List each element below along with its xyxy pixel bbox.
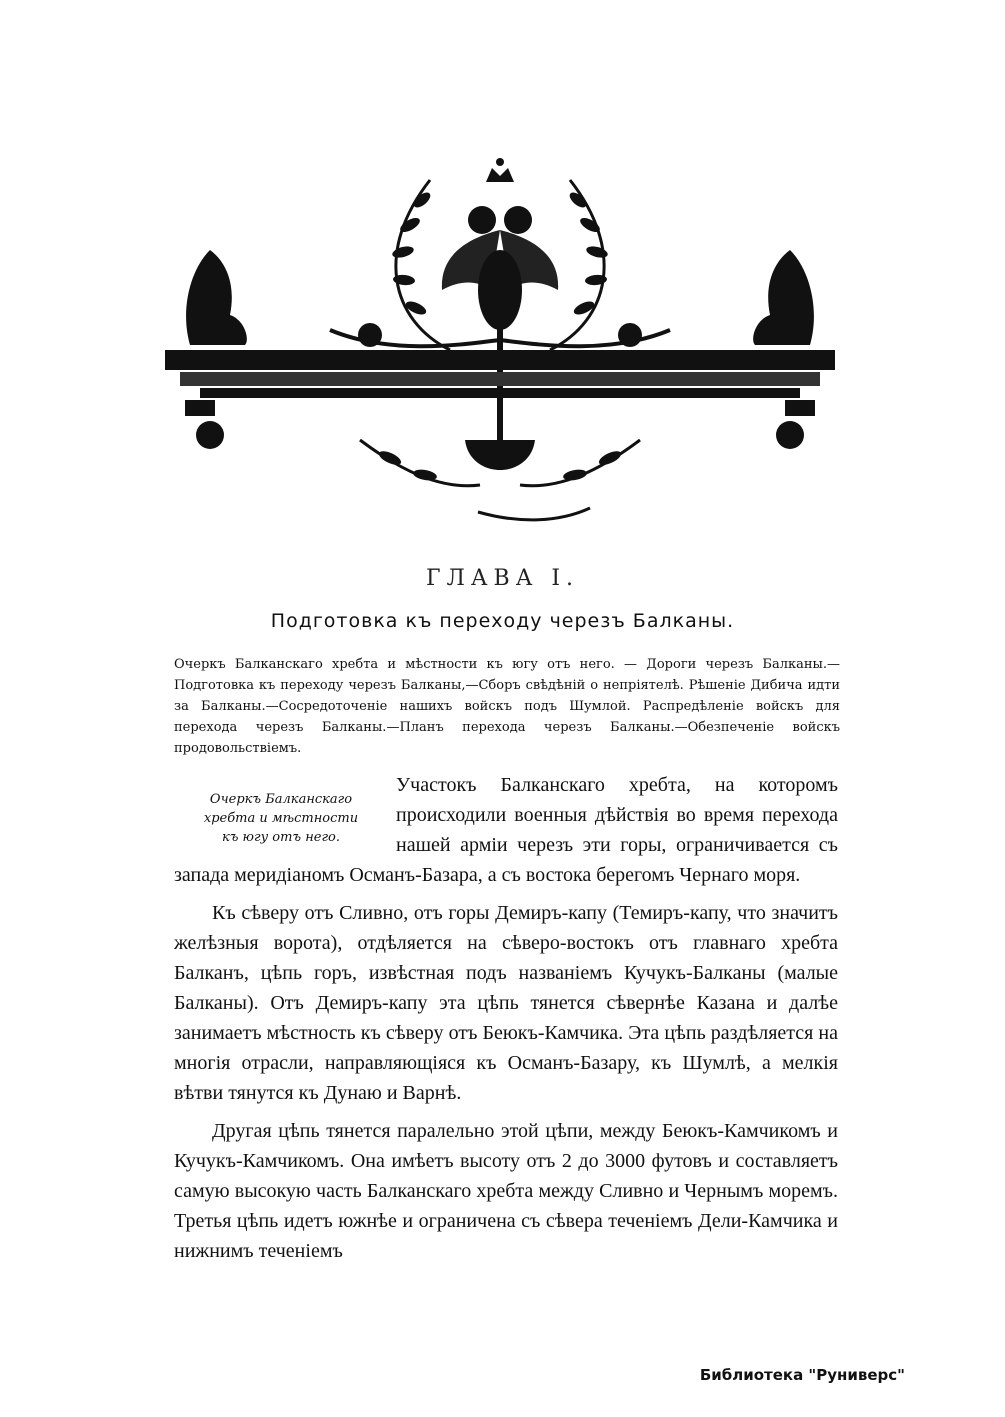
margin-note [176, 790, 386, 847]
margin-note-line: хребта и мѣстности [203, 811, 359, 826]
library-watermark: Библиотека "Руниверс" [699, 1366, 905, 1384]
chapter-heading: ГЛАВА I. [425, 566, 580, 591]
paragraph: Къ сѣверу отъ Сливно, отъ горы Демиръ-капу (Темиръ-капу, что значитъ желѣзныя ворота), отдѣляется на сѣверо-востокъ отъ главнаго хребта Балканъ, цѣпь горъ, извѣстная подъ названіемъ Кучукъ-Балканы (малые Балканы). Отъ Демиръ-капу эта цѣпь тянется сѣвернѣе Казана и далѣе занимаетъ мѣстность къ сѣверу отъ Беюкъ-Камчика. Эта цѣпь раздѣляется на многія отрасли, направляющіяся къ Османъ-Базару, къ Шумлѣ, а мелкія вѣтви тянутся къ Дунаю и Варнѣ. [174, 902, 838, 1104]
chapter-subtitle: Подготовка къ переходу черезъ Балканы. [270, 610, 735, 632]
paragraph: Другая цѣпь тянется паралельно этой цѣпи, между Беюкъ-Камчикомъ и Кучукъ-Камчикомъ. Она имѣетъ высоту отъ 2 до 3000 футовъ и составляетъ самую высокую часть Балканскаго хребта между Сливно и Чернымъ моремъ. Третья цѣпь идетъ южнѣе и ограничена съ сѣвера теченіемъ Дели-Камчика и нижнимъ теченіемъ [174, 1120, 838, 1262]
double-headed-eagle-emblem-icon [160, 140, 840, 530]
margin-note-line: Очеркъ Балканскаго [209, 792, 353, 807]
chapter-summary: Очеркъ Балканскаго хребта и мѣстности къ югу отъ него. — Дороги черезъ Балканы.—Подготовка къ переходу черезъ Балканы,—Сборъ свѣдѣній о непріятелѣ. Рѣшеніе Дибича идти за Балканы.—Сосредоточеніе нашихъ войскъ подъ Шумлой. Распредѣленіе войскъ для перехода черезъ Балканы.—Планъ перехода черезъ Балканы.—Обезпеченіе войскъ продовольствіемъ. [174, 657, 840, 756]
margin-note-line: къ югу отъ него. [222, 830, 340, 845]
paragraph: Участокъ Балканскаго хребта, на которомъ происходили военныя дѣйствія во время перехода нашей арміи черезъ эти горы, ограничивается съ запада меридіаномъ Османъ-Базара, а съ востока берегомъ Чернаго моря. [174, 774, 838, 886]
ornamental-headpiece [160, 140, 840, 530]
